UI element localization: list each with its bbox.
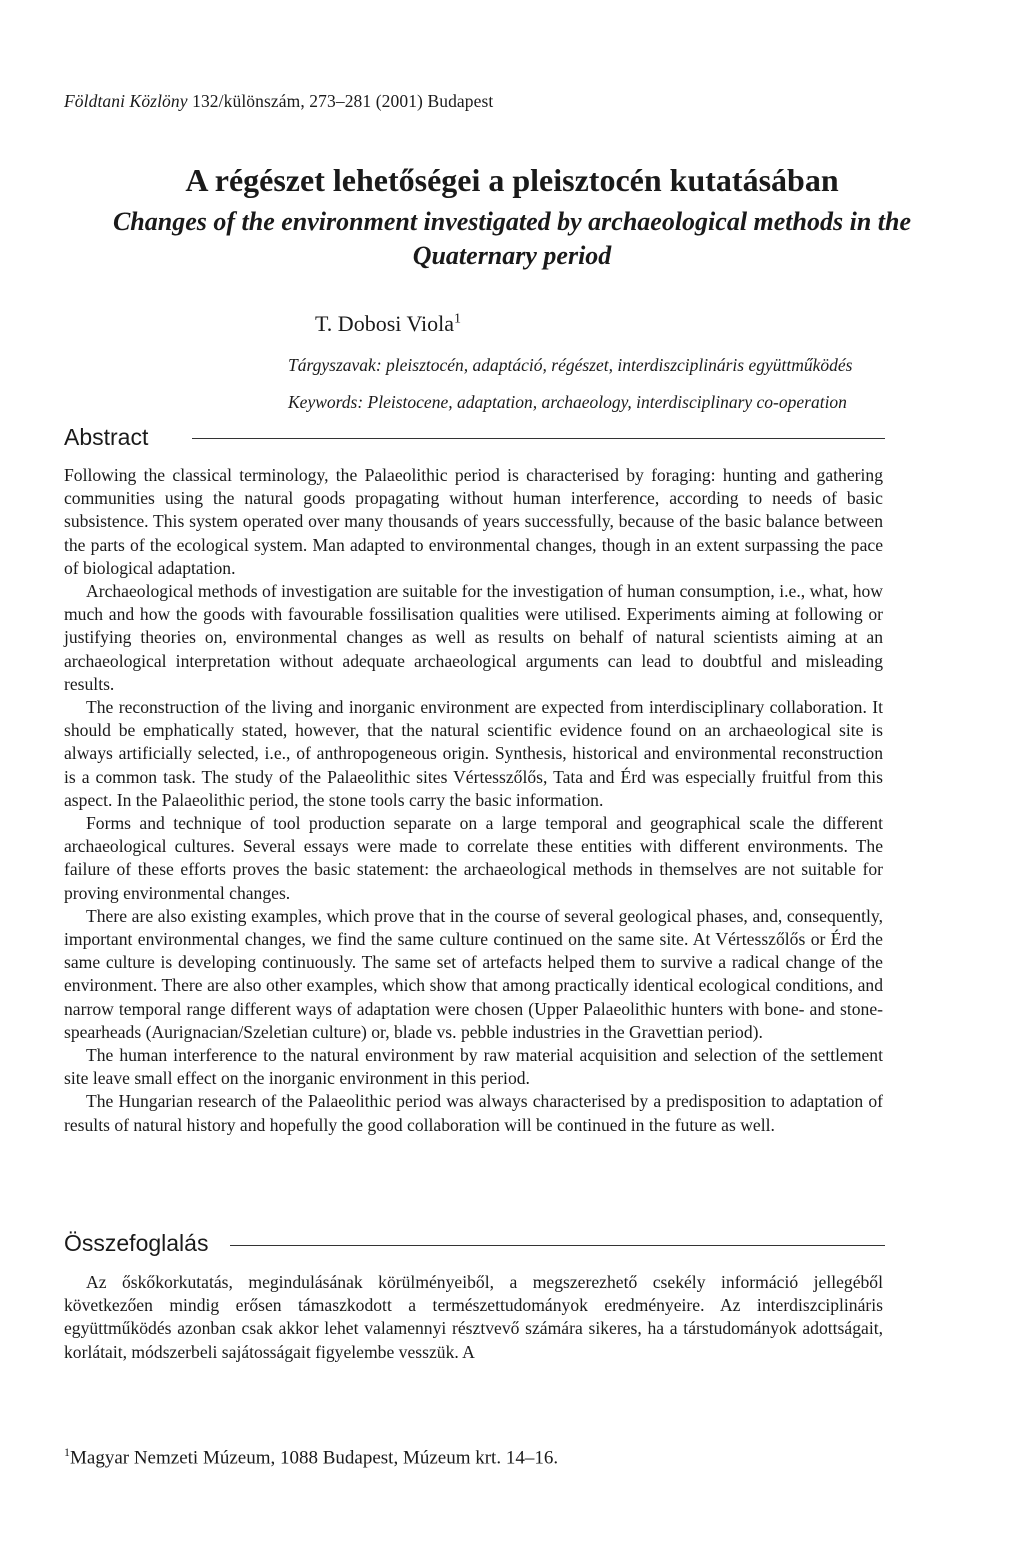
abstract-paragraph: There are also existing examples, which prove that in the course of several geological phases, and, consequently, important environmental changes, we find the same culture continued on the same site. At Vértesszőlős or Érd the same culture is developing continuously. The same set of artefacts helped them to survive a radical change of the environment. There are also other examples, which show that among practically identical ecological conditions, and narrow temporal range different ways of adaptation were chosen (Upper Palaeolithic hunters with bone- and stone-spearheads (Aurignacian/Szeletian culture) or, blade vs. pebble industries in the Gravettian period). xyxy=(64,905,883,1042)
abstract-paragraph: The Hungarian research of the Palaeolithic period was always characterised by a predisposition to adaptation of results of natural history and hopefully the good collaboration will be continued in the future as well. xyxy=(64,1091,883,1135)
abstract-divider xyxy=(192,438,885,439)
summary-divider xyxy=(230,1245,885,1246)
abstract-paragraph: The reconstruction of the living and inorganic environment are expected from interdisciplinary collaboration. It should be emphatically stated, however, that the natural scientific evidence found on an archaeological site is always artificially selected, i.e., of anthropogeneous origin. Synthesis, historical and environmental reconstruction is a common task. The study of the Palaeolithic sites Vértesszőlős, Tata and Érd was especially fruitful from this aspect. In the Palaeolithic period, the stone tools carry the basic information. xyxy=(64,697,883,810)
article-subtitle: Changes of the environment investigated by archaeological methods in the Quaternary period xyxy=(112,207,912,270)
summary-heading: Összefoglalás xyxy=(64,1230,209,1256)
journal-name: Földtani Közlöny xyxy=(64,91,188,111)
footnote-marker: 1 xyxy=(64,1445,70,1459)
abstract-paragraph: Following the classical terminology, the Palaeolithic period is characterised by foraging: hunting and gathering communities using the natural goods propagating without human interference, according to needs of basic subsistence. This system operated over many thousands of years successfully, because of the basic balance between the parts of the ecological system. Man adapted to environmental changes, though in an extent surpassing the pace of biological adaptation. xyxy=(64,465,883,578)
article-title: A régészet lehetőségei a pleisztocén kutatásában xyxy=(185,162,839,198)
summary-body xyxy=(64,1271,883,1364)
abstract-paragraph: Archaeological methods of investigation are suitable for the investigation of human consumption, i.e., what, how much and how the goods with favourable fossilisation qualities were utilised. Experiments aiming at following or justifying theories on, environmental changes as well as results on behalf of natural scientists aiming at an archaeological interpretation without adequate archaeological arguments can lead to doubtful and misleading results. xyxy=(64,581,883,694)
footnote xyxy=(64,1445,558,1469)
author-name: T. Dobosi Viola xyxy=(315,311,455,336)
abstract-paragraph: The human interference to the natural environment by raw material acquisition and selection of the settlement site leave small effect on the inorganic environment in this period. xyxy=(64,1045,883,1089)
journal-citation: 132/különszám, 273–281 (2001) Budapest xyxy=(192,91,494,111)
abstract-body xyxy=(64,464,883,1137)
abstract-heading: Abstract xyxy=(64,424,149,450)
author xyxy=(315,311,461,337)
author-footnote-marker: 1 xyxy=(454,311,462,327)
summary-paragraph: Az őskőkorkutatás, megindulásának körülményeiből, a megszerezhető csekély információ jellegéből következően mindig erősen támaszkodott a természettudományok eredményeire. Az interdiszciplináris együttműködés azonban csak akkor lehet valamennyi résztvevő számára sikeres, ha a társtudományok adottságait, korlátait, módszerbeli sajátosságait figyelembe vesszük. A xyxy=(64,1272,883,1362)
footnote-text: Magyar Nemzeti Múzeum, 1088 Budapest, Múzeum krt. 14–16. xyxy=(70,1447,559,1469)
journal-reference xyxy=(64,91,493,112)
keywords-hungarian: Tárgyszavak: pleisztocén, adaptáció, régészet, interdiszciplináris együttműködés xyxy=(288,355,853,375)
keywords-english: Keywords: Pleistocene, adaptation, archaeology, interdisciplinary co-operation xyxy=(288,392,847,412)
abstract-paragraph: Forms and technique of tool production separate on a large temporal and geographical scale the different archaeological cultures. Several essays were made to correlate these entities with different environments. The failure of these efforts proves the basic statement: the archaeological methods in themselves are not suitable for proving environmental changes. xyxy=(64,813,883,903)
